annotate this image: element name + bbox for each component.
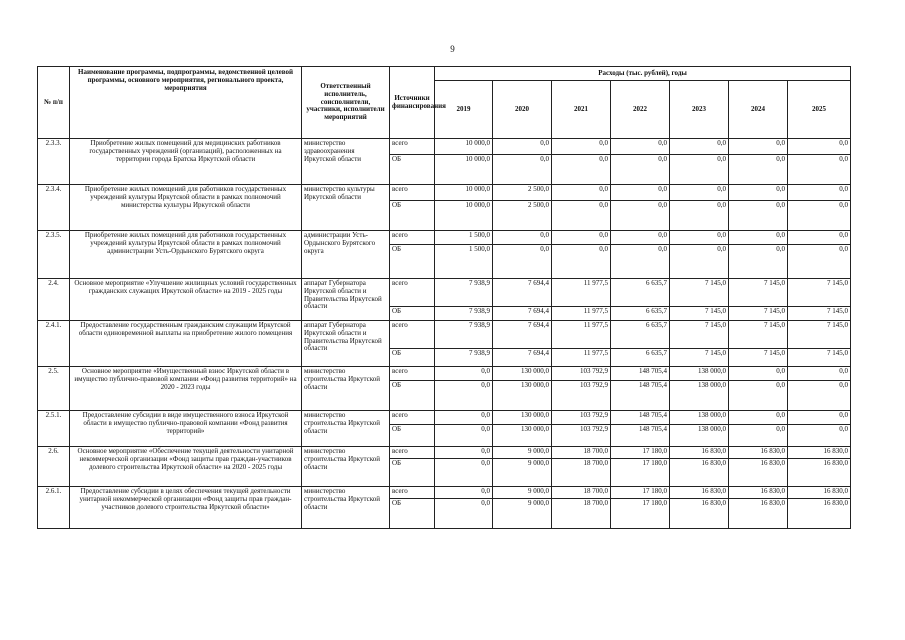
value-2020: 2 500,0: [493, 201, 552, 231]
header-year-2022: 2022: [611, 81, 670, 139]
value-2021: 11 977,5: [552, 321, 611, 349]
row-source: ОБ: [390, 245, 435, 279]
value-2019: 0,0: [435, 425, 493, 447]
value-2020: 130 000,0: [493, 425, 552, 447]
value-2019: 0,0: [435, 487, 493, 499]
row-number: 2.5.1.: [38, 411, 70, 447]
row-name: Основное мероприятие «Имущественный взнос Иркутской области в имущество публично-правовой компании «Фонд развития территорий» на 2020 - 2023 годы: [70, 367, 302, 411]
value-2025: 7 145,0: [788, 307, 851, 321]
value-2025: 0,0: [788, 425, 851, 447]
budget-table: [37, 66, 851, 529]
value-2024: 7 145,0: [729, 321, 788, 349]
value-2025: 7 145,0: [788, 321, 851, 349]
value-2019: 7 938,9: [435, 321, 493, 349]
value-2023: 0,0: [670, 245, 729, 279]
row-source: всего: [390, 321, 435, 349]
value-2020: 9 000,0: [493, 499, 552, 529]
value-2023: 16 830,0: [670, 447, 729, 459]
value-2021: 103 792,9: [552, 381, 611, 411]
value-2022: 0,0: [611, 185, 670, 201]
value-2019: 10 000,0: [435, 155, 493, 185]
value-2019: 10 000,0: [435, 201, 493, 231]
row-responsible: министерство здравоохранения Иркутской области: [302, 139, 390, 185]
row-number: 2.6.: [38, 447, 70, 487]
value-2019: 10 000,0: [435, 139, 493, 155]
value-2025: 0,0: [788, 381, 851, 411]
value-2020: 130 000,0: [493, 381, 552, 411]
value-2025: 16 830,0: [788, 459, 851, 487]
row-name: Приобретение жилых помещений для работников государственных учреждений культуры Иркутской области в рамках полномочий министерства культуры Иркутской области: [70, 185, 302, 231]
value-2019: 0,0: [435, 459, 493, 487]
value-2024: 0,0: [729, 185, 788, 201]
value-2022: 0,0: [611, 139, 670, 155]
row-name: Приобретение жилых помещений для работников государственных учреждений культуры Иркутской области в рамках полномочий администрации Усть-Ордынского Бурятского округа: [70, 231, 302, 279]
value-2025: 16 830,0: [788, 447, 851, 459]
value-2022: 0,0: [611, 231, 670, 245]
row-name: Основное мероприятие «Улучшение жилищных условий государственных гражданских служащих Иркутской области» на 2019 - 2025 годы: [70, 279, 302, 321]
value-2019: 7 938,9: [435, 349, 493, 367]
value-2021: 18 700,0: [552, 459, 611, 487]
value-2022: 148 705,4: [611, 411, 670, 425]
value-2019: 0,0: [435, 499, 493, 529]
value-2025: 0,0: [788, 367, 851, 381]
row-number: 2.4.1.: [38, 321, 70, 367]
value-2020: 9 000,0: [493, 447, 552, 459]
table-row: [38, 447, 851, 459]
value-2021: 103 792,9: [552, 425, 611, 447]
value-2022: 17 180,0: [611, 447, 670, 459]
row-name: Предоставление субсидии в целях обеспечения текущей деятельности унитарной некоммерческой организации «Фонд защиты прав граждан-участников долевого строительства Иркутской области»: [70, 487, 302, 529]
value-2025: 0,0: [788, 411, 851, 425]
value-2024: 7 145,0: [729, 349, 788, 367]
value-2022: 17 180,0: [611, 499, 670, 529]
row-source: всего: [390, 185, 435, 201]
value-2020: 0,0: [493, 155, 552, 185]
value-2019: 0,0: [435, 447, 493, 459]
header-year-2021: 2021: [552, 81, 611, 139]
value-2023: 16 830,0: [670, 499, 729, 529]
table-row: [38, 487, 851, 499]
value-2022: 6 635,7: [611, 307, 670, 321]
value-2023: 7 145,0: [670, 321, 729, 349]
value-2020: 2 500,0: [493, 185, 552, 201]
value-2022: 17 180,0: [611, 459, 670, 487]
value-2023: 16 830,0: [670, 459, 729, 487]
value-2019: 0,0: [435, 411, 493, 425]
row-source: ОБ: [390, 155, 435, 185]
table-row: [38, 139, 851, 155]
value-2023: 0,0: [670, 201, 729, 231]
value-2022: 6 635,7: [611, 349, 670, 367]
row-source: ОБ: [390, 499, 435, 529]
value-2019: 10 000,0: [435, 185, 493, 201]
value-2025: 0,0: [788, 185, 851, 201]
header-year-2020: 2020: [493, 81, 552, 139]
header-name: Наименование программы, подпрограммы, ведомственной целевой программы, основного мероприятия, регионального проекта, мероприятия: [70, 67, 302, 139]
value-2019: 7 938,9: [435, 279, 493, 307]
value-2021: 18 700,0: [552, 447, 611, 459]
value-2021: 11 977,5: [552, 279, 611, 307]
value-2024: 0,0: [729, 201, 788, 231]
value-2021: 0,0: [552, 155, 611, 185]
row-number: 2.3.3.: [38, 139, 70, 185]
value-2020: 9 000,0: [493, 459, 552, 487]
row-source: ОБ: [390, 381, 435, 411]
value-2023: 138 000,0: [670, 425, 729, 447]
value-2023: 7 145,0: [670, 349, 729, 367]
value-2025: 16 830,0: [788, 499, 851, 529]
header-year-2019: 2019: [435, 81, 493, 139]
value-2020: 0,0: [493, 245, 552, 279]
row-responsible: министерство культуры Иркутской области: [302, 185, 390, 231]
value-2023: 0,0: [670, 231, 729, 245]
value-2022: 148 705,4: [611, 367, 670, 381]
row-source: всего: [390, 367, 435, 381]
value-2022: 6 635,7: [611, 279, 670, 307]
row-source: ОБ: [390, 201, 435, 231]
value-2025: 0,0: [788, 231, 851, 245]
value-2024: 0,0: [729, 381, 788, 411]
value-2021: 0,0: [552, 231, 611, 245]
row-responsible: министерство строительства Иркутской области: [302, 367, 390, 411]
value-2019: 0,0: [435, 367, 493, 381]
row-name: Предоставление государственным гражданским служащим Иркутской области единовременной выплаты на приобретение жилого помещения: [70, 321, 302, 367]
value-2021: 18 700,0: [552, 499, 611, 529]
row-number: 2.5.: [38, 367, 70, 411]
value-2025: 0,0: [788, 139, 851, 155]
value-2022: 0,0: [611, 201, 670, 231]
row-name: Предоставление субсидии в виде имущественного взноса Иркутской области в имущество публично-правовой компании «Фонд развития территорий»: [70, 411, 302, 447]
value-2024: 0,0: [729, 155, 788, 185]
page-number: 9: [450, 44, 455, 54]
value-2020: 130 000,0: [493, 367, 552, 381]
value-2020: 7 694,4: [493, 279, 552, 307]
table-row: [38, 321, 851, 349]
row-source: всего: [390, 139, 435, 155]
row-name: Основное мероприятие «Обеспечение текущей деятельности унитарной некоммерческой организации «Фонд защиты прав граждан-участников долевого строительства Иркутской области» на 2020 - 2025 годы: [70, 447, 302, 487]
value-2025: 7 145,0: [788, 279, 851, 307]
value-2021: 103 792,9: [552, 367, 611, 381]
value-2023: 0,0: [670, 155, 729, 185]
value-2021: 0,0: [552, 245, 611, 279]
value-2023: 7 145,0: [670, 307, 729, 321]
row-responsible: министерство строительства Иркутской области: [302, 411, 390, 447]
value-2021: 11 977,5: [552, 349, 611, 367]
value-2023: 138 000,0: [670, 411, 729, 425]
table-row: [38, 185, 851, 201]
value-2021: 18 700,0: [552, 487, 611, 499]
header-responsible: Ответственный исполнитель, соисполнители, участники, исполнители мероприятий: [302, 67, 390, 139]
value-2019: 1 500,0: [435, 245, 493, 279]
row-source: ОБ: [390, 307, 435, 321]
value-2021: 11 977,5: [552, 307, 611, 321]
value-2025: 0,0: [788, 201, 851, 231]
row-source: всего: [390, 231, 435, 245]
value-2023: 0,0: [670, 185, 729, 201]
value-2022: 17 180,0: [611, 487, 670, 499]
row-source: ОБ: [390, 349, 435, 367]
value-2025: 0,0: [788, 155, 851, 185]
value-2020: 7 694,4: [493, 349, 552, 367]
value-2024: 7 145,0: [729, 307, 788, 321]
row-source: всего: [390, 487, 435, 499]
value-2025: 0,0: [788, 245, 851, 279]
value-2023: 16 830,0: [670, 487, 729, 499]
value-2021: 103 792,9: [552, 411, 611, 425]
header-sources: Источники финансирования: [390, 67, 435, 139]
header-year-2024: 2024: [729, 81, 788, 139]
row-number: 2.3.5.: [38, 231, 70, 279]
value-2024: 16 830,0: [729, 499, 788, 529]
value-2024: 0,0: [729, 231, 788, 245]
row-responsible: министерство строительства Иркутской области: [302, 447, 390, 487]
row-source: всего: [390, 447, 435, 459]
header-expenses: Расходы (тыс. рублей), годы: [435, 67, 851, 81]
value-2024: 16 830,0: [729, 447, 788, 459]
header-year-2025: 2025: [788, 81, 851, 139]
value-2025: 7 145,0: [788, 349, 851, 367]
row-responsible: министерство строительства Иркутской области: [302, 487, 390, 529]
value-2020: 0,0: [493, 139, 552, 155]
value-2022: 148 705,4: [611, 381, 670, 411]
row-source: всего: [390, 411, 435, 425]
value-2021: 0,0: [552, 139, 611, 155]
header-num: № п/п: [38, 67, 70, 139]
row-source: ОБ: [390, 459, 435, 487]
header-year-2023: 2023: [670, 81, 729, 139]
value-2024: 0,0: [729, 411, 788, 425]
value-2024: 7 145,0: [729, 279, 788, 307]
row-responsible: администрации Усть-Ордынского Бурятского округа: [302, 231, 390, 279]
value-2024: 16 830,0: [729, 487, 788, 499]
table-row: [38, 411, 851, 425]
table-row: [38, 367, 851, 381]
value-2019: 7 938,9: [435, 307, 493, 321]
row-number: 2.4.: [38, 279, 70, 321]
value-2023: 7 145,0: [670, 279, 729, 307]
value-2024: 0,0: [729, 425, 788, 447]
value-2023: 0,0: [670, 139, 729, 155]
value-2020: 9 000,0: [493, 487, 552, 499]
value-2022: 6 635,7: [611, 321, 670, 349]
row-source: всего: [390, 279, 435, 307]
value-2020: 130 000,0: [493, 411, 552, 425]
row-number: 2.6.1.: [38, 487, 70, 529]
value-2024: 16 830,0: [729, 459, 788, 487]
row-number: 2.3.4.: [38, 185, 70, 231]
table-row: [38, 231, 851, 245]
value-2025: 16 830,0: [788, 487, 851, 499]
value-2020: 7 694,4: [493, 307, 552, 321]
value-2023: 138 000,0: [670, 381, 729, 411]
value-2022: 148 705,4: [611, 425, 670, 447]
value-2024: 0,0: [729, 245, 788, 279]
value-2020: 7 694,4: [493, 321, 552, 349]
value-2021: 0,0: [552, 185, 611, 201]
value-2021: 0,0: [552, 201, 611, 231]
value-2019: 0,0: [435, 381, 493, 411]
value-2024: 0,0: [729, 139, 788, 155]
table-row: [38, 279, 851, 307]
value-2024: 0,0: [729, 367, 788, 381]
value-2022: 0,0: [611, 155, 670, 185]
row-responsible: аппарат Губернатора Иркутской области и Правительства Иркутской области: [302, 321, 390, 367]
row-name: Приобретение жилых помещений для медицинских работников государственных учреждений (организаций), расположенных на территории города Братска Иркутской области: [70, 139, 302, 185]
value-2019: 1 500,0: [435, 231, 493, 245]
row-source: ОБ: [390, 425, 435, 447]
row-responsible: аппарат Губернатора Иркутской области и Правительства Иркутской области: [302, 279, 390, 321]
value-2022: 0,0: [611, 245, 670, 279]
value-2023: 138 000,0: [670, 367, 729, 381]
value-2020: 0,0: [493, 231, 552, 245]
